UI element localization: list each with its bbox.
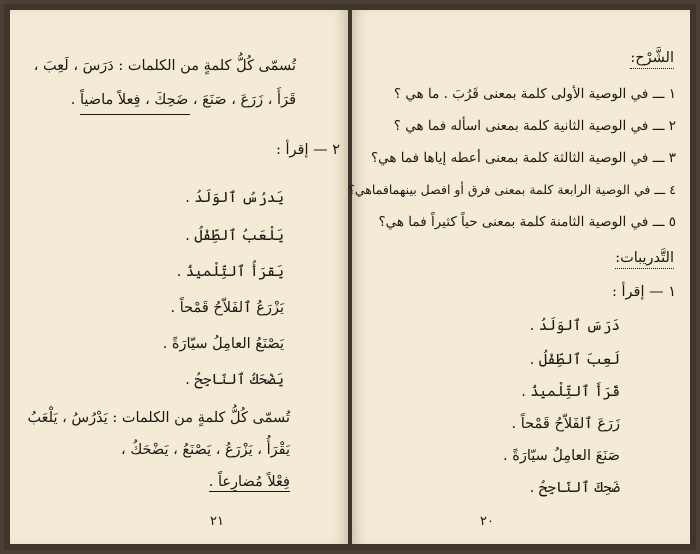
page-number-21: ٢١ [210,514,224,529]
exercise-2-label: ٢ — إقرأ : [276,142,340,158]
intro-1-line-1: تُسمّى كُلُّ كلمةٍ من الكلمات : دَرَسَ ، لَعِبَ ، [33,58,296,74]
intro-2-line-3 [209,472,290,492]
intro-1-line-2 [71,90,296,110]
sentence-4: يَزْرَعُ ٱلفَلاّحُ قَمْحاً . [170,300,284,316]
sentence-6: يَضْحَكُ ٱلنّاجِحُ . [185,372,284,388]
heading-explanation-text: الشَّرْح: [630,50,674,69]
sentence-6: ضَحِكَ ٱلنّاجِحُ . [529,480,620,496]
page-number-20: ٢٠ [480,514,494,529]
page-20 [348,10,690,544]
sentence-2: لَعِبَ ٱلطِّفْلُ . [529,352,620,368]
exercise-1-label: ١ — إقرأ : [612,284,676,300]
heading-explanation [630,48,674,68]
page-21 [10,10,348,544]
question-5: ٥ ـــ في الوصية الثامنة كلمة بمعنى حياً كثيراً فما هي؟ [378,214,676,230]
heading-exercises [615,248,674,268]
sentence-1: دَرَسَ ٱلوَلَدُ . [529,318,620,334]
intro-2-line-1: تُسمّى كُلُّ كلمةٍ من الكلمات : يَدْرُسُ ، يَلْعَبُ [27,410,290,426]
question-4: ٤ ـــ في الوصية الرابعة كلمة بمعنى فرق أو افصل بينهمافماهي؟ [348,182,676,197]
book-spread [4,4,696,550]
question-1: ١ ـــ في الوصية الأولى كلمة بمعنى قَرُبَ . ما هي ؟ [393,86,676,102]
sentence-1: يَدرُسُ ٱلوَلَدُ . [185,190,284,206]
sentence-5: صَنَعَ العامِلُ سيّارَةً . [503,448,620,464]
sentence-3: قَرَأَ ٱلتِّلْميذُ . [521,384,620,400]
heading-exercises-text: التَّدريبات: [615,250,674,269]
sentence-3: يَقرَأُ ٱلتِّلْميذُ . [176,264,284,280]
question-3: ٣ ـــ في الوصية الثالثة كلمة بمعنى أعطه إياها فما هي؟ [370,150,676,166]
underline-mark [80,114,190,115]
sentence-2: يَلْعَبُ ٱلطِّفْلُ . [185,228,284,244]
intro-2-line-3-text: فِعْلاً مُضارِعاً . [208,474,290,490]
sentence-5: يَصْنَعُ العامِلُ سيّارَةً . [162,336,284,352]
sentence-4: زَرَعَ ٱلفَلاّحُ قَمْحاً . [511,416,620,432]
question-2: ٢ ـــ في الوصية الثانية كلمة بمعنى اسأله فما هي ؟ [393,118,676,134]
intro-2-line-2: يَقْرَأُ ، يَزْرَعُ ، يَصْنَعُ ، يَضْحَكُ ، [121,442,290,458]
intro-1-line-2-text: قَرَأَ ، زَرَعَ ، صَنَعَ ، ضَحِكَ ، فِعلاً ماضياً . [70,92,296,108]
